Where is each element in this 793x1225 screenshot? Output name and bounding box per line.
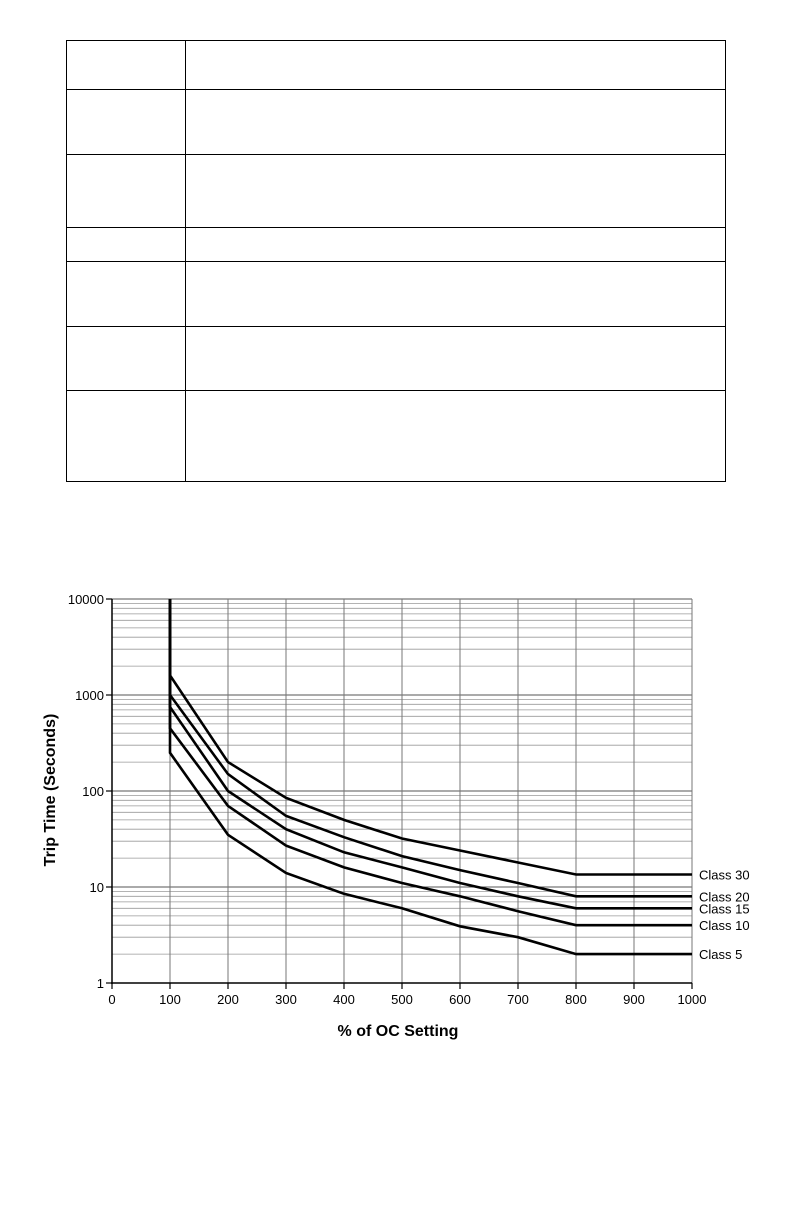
series-layer [170,599,692,954]
x-tick-label: 500 [391,992,413,1007]
x-tick-label: 600 [449,992,471,1007]
axes-layer [106,599,692,989]
x-tick-label: 0 [108,992,116,1007]
x-tick-label: 700 [507,992,529,1007]
x-tick-label: 1000 [677,992,707,1007]
x-tick-label: 200 [217,992,239,1007]
x-tick-label: 800 [565,992,587,1007]
y-tick-label: 100 [82,784,104,799]
y-axis-title: Trip Time (Seconds) [42,713,59,867]
series-label: Class 20 [699,889,750,905]
series-line-class-20 [170,599,692,896]
x-tick-label: 300 [275,992,297,1007]
series-label: Class 15 [699,901,750,917]
y-tick-label: 10 [89,880,104,895]
series-line-class-5 [170,599,692,954]
y-tick-label: 1 [96,976,104,991]
y-tick-label: 10000 [67,592,104,607]
x-axis-title: % of OC Setting [337,1023,459,1040]
series-label: Class 10 [699,918,750,934]
x-tick-label: 100 [159,992,181,1007]
x-tick-label: 900 [623,992,645,1007]
series-line-class-30 [170,599,692,875]
series-label: Class 30 [699,867,750,883]
x-tick-label: 400 [333,992,355,1007]
series-label: Class 5 [699,947,743,963]
y-tick-label: 1000 [75,688,104,703]
